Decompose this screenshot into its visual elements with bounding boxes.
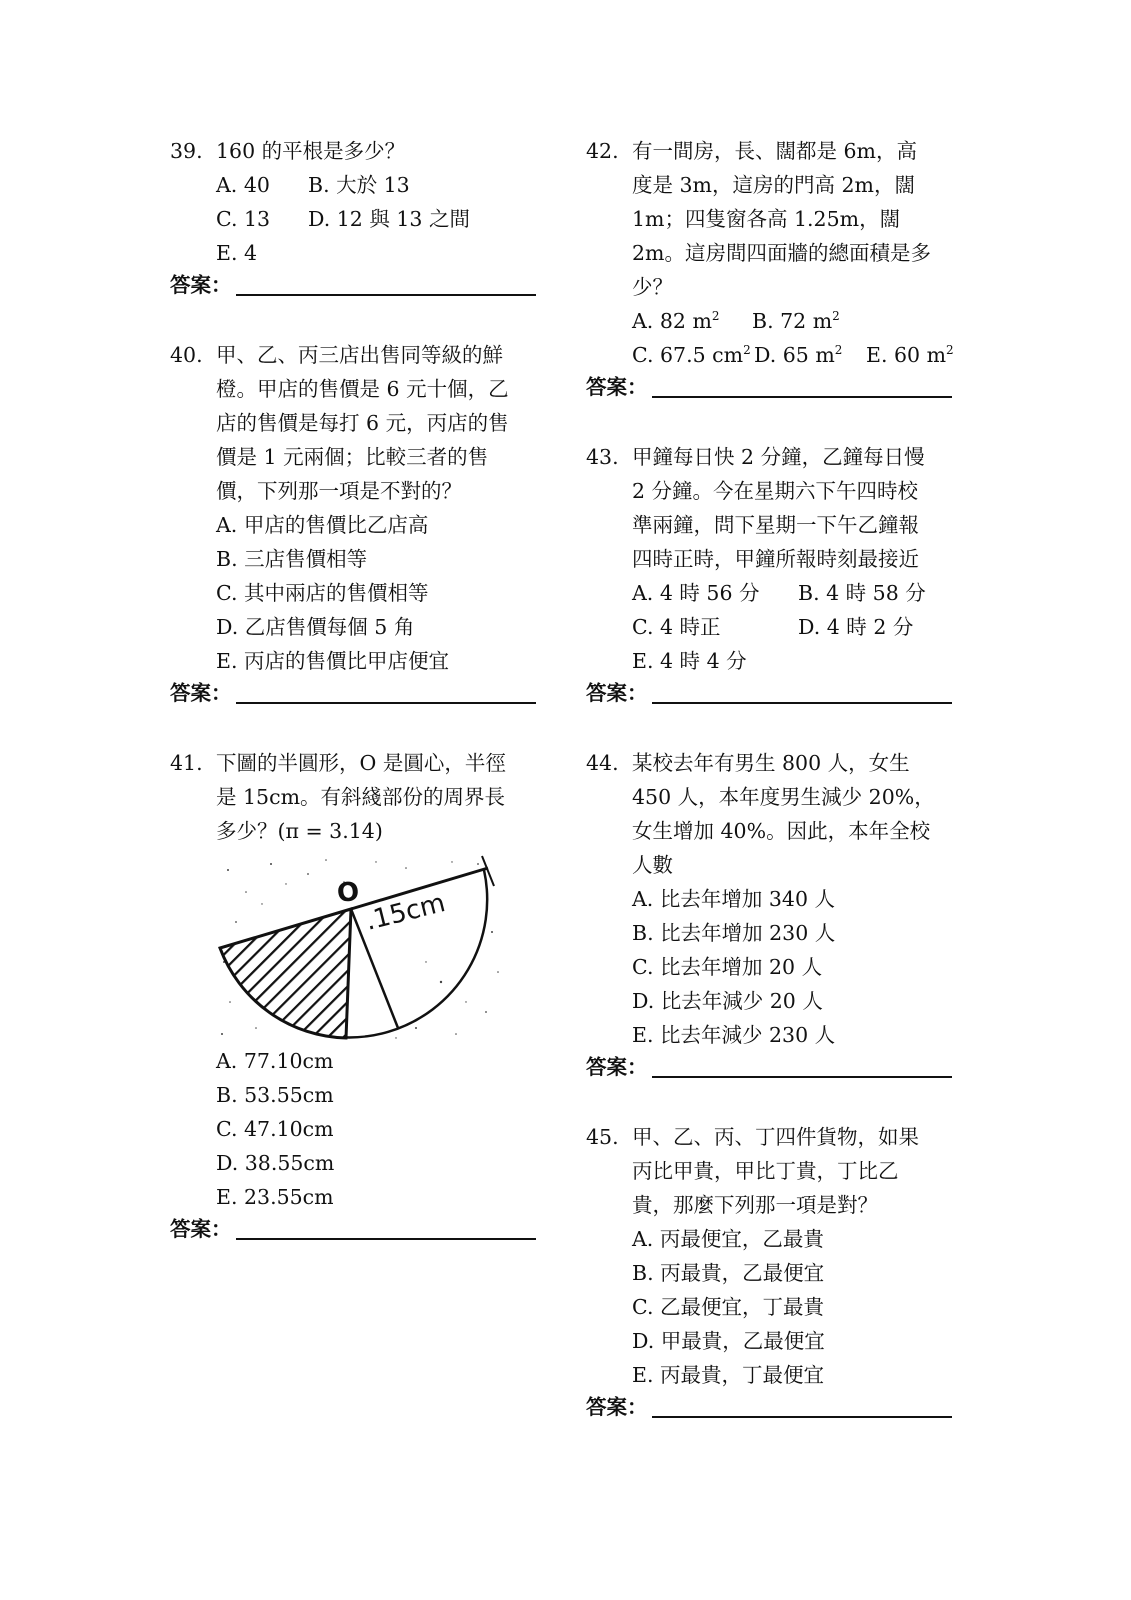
radius-label: .15cm: [362, 888, 449, 937]
question-text-line: 是 15cm。有斜綫部份的周界長: [216, 785, 506, 809]
semicircle-figure: [216, 852, 506, 1042]
question-text: 160 的平根是多少？: [216, 139, 406, 163]
question-text-line: 甲、乙、丙、丁四件貨物，如果: [632, 1125, 919, 1149]
option-e[interactable]: E. 4 時 4 分: [632, 649, 747, 673]
question-39: [170, 134, 560, 300]
question-text-line: 2 分鐘。今在星期六下午四時校: [632, 479, 919, 503]
answer-label: 答案：: [586, 681, 648, 705]
option-a[interactable]: A. 比去年增加 340 人: [632, 887, 835, 911]
answer-row: [170, 678, 560, 708]
option-b[interactable]: B. 4 時 58 分: [798, 581, 926, 605]
answer-blank[interactable]: [652, 1416, 952, 1418]
question-40: [170, 338, 560, 708]
answer-label: 答案：: [586, 1395, 648, 1419]
question-text-line: 1m；四隻窗各高 1.25m，闊: [632, 207, 901, 231]
answer-row: [170, 1214, 560, 1244]
question-text-line: 度是 3m，這房的門高 2m，闊: [632, 173, 915, 197]
answer-blank[interactable]: [236, 294, 536, 296]
question-43: [586, 440, 976, 708]
options: [632, 1222, 976, 1392]
left-column: [170, 134, 560, 1244]
option-a[interactable]: A. 82 $m^2$: [632, 309, 720, 333]
option-d[interactable]: D. 乙店售價每個 5 角: [216, 615, 415, 639]
options: [632, 882, 976, 1052]
answer-label: 答案：: [170, 1217, 232, 1241]
option-d[interactable]: D. 甲最貴，乙最便宜: [632, 1329, 825, 1353]
question-41: [170, 746, 560, 1244]
question-text-line: 2m。這房間四面牆的總面積是多: [632, 241, 931, 265]
option-c[interactable]: C. 4 時正: [632, 615, 721, 639]
question-45: [586, 1120, 976, 1422]
question-text-line: 價，下列那一項是不對的？: [216, 479, 462, 503]
option-c[interactable]: C. 乙最便宜，丁最貴: [632, 1295, 824, 1319]
question-text-line: 店的售價是每打 6 元，丙店的售: [216, 411, 509, 435]
option-b[interactable]: B. 丙最貴，乙最便宜: [632, 1261, 825, 1285]
option-d[interactable]: D. 65 $m^2$: [754, 343, 843, 367]
answer-blank[interactable]: [652, 1076, 952, 1078]
question-text-line: 少？: [632, 275, 673, 299]
question-text-line: 人數: [632, 853, 673, 877]
question-44: [586, 746, 976, 1082]
options: [216, 168, 560, 270]
answer-row: [586, 1392, 976, 1422]
answer-label: 答案：: [586, 375, 648, 399]
option-b[interactable]: B. 53.55cm: [216, 1083, 334, 1107]
option-a[interactable]: A. 甲店的售價比乙店高: [216, 513, 429, 537]
question-number: 41.: [170, 751, 203, 775]
option-e[interactable]: E. 比去年減少 230 人: [632, 1023, 836, 1047]
question-text-line: 有一間房，長、闊都是 6m，高: [632, 139, 917, 163]
option-c[interactable]: C. 比去年增加 20 人: [632, 955, 823, 979]
answer-label: 答案：: [170, 681, 232, 705]
question-text-line: 丙比甲貴，甲比丁貴，丁比乙: [632, 1159, 899, 1183]
options: [632, 576, 976, 678]
answer-row: [586, 1052, 976, 1082]
option-b[interactable]: B. 大於 13: [308, 173, 410, 197]
question-text-line: 甲鐘每日快 2 分鐘，乙鐘每日慢: [632, 445, 925, 469]
question-text-line: 甲、乙、丙三店出售同等級的鮮: [216, 343, 503, 367]
question-number: 44.: [586, 751, 619, 775]
question-text-line: 450 人，本年度男生減少 20%，: [632, 785, 935, 809]
question-text-line: 價是 1 元兩個；比較三者的售: [216, 445, 489, 469]
question-number: 42.: [586, 139, 619, 163]
question-text-line: 多少？(π = 3.14): [216, 819, 383, 843]
option-c[interactable]: C. 47.10cm: [216, 1117, 334, 1141]
option-e[interactable]: E. 4: [216, 241, 258, 265]
answer-row: [586, 372, 976, 402]
answer-blank[interactable]: [652, 702, 952, 704]
options: [216, 1044, 560, 1214]
question-42: [586, 134, 976, 402]
option-c[interactable]: C. 13: [216, 207, 271, 231]
options: [632, 304, 976, 372]
option-a[interactable]: A. 丙最便宜，乙最貴: [632, 1227, 824, 1251]
answer-row: [586, 678, 976, 708]
question-text-line: 女生增加 40%。因此，本年全校: [632, 819, 931, 843]
question-number: 40.: [170, 343, 203, 367]
answer-label: 答案：: [586, 1055, 648, 1079]
question-text-line: 橙。甲店的售價是 6 元十個，乙: [216, 377, 509, 401]
question-text-line: 準兩鐘，問下星期一下午乙鐘報: [632, 513, 919, 537]
question-number: 43.: [586, 445, 619, 469]
option-d[interactable]: D. 4 時 2 分: [798, 615, 914, 639]
answer-label: 答案：: [170, 273, 232, 297]
option-d[interactable]: D. 38.55cm: [216, 1151, 335, 1175]
option-e[interactable]: E. 丙店的售價比甲店便宜: [216, 649, 449, 673]
option-b[interactable]: B. 比去年增加 230 人: [632, 921, 836, 945]
question-number: 45.: [586, 1125, 619, 1149]
center-label: O: [335, 876, 361, 909]
answer-blank[interactable]: [652, 396, 952, 398]
right-column: [586, 134, 976, 1422]
question-text-line: 某校去年有男生 800 人，女生: [632, 751, 910, 775]
answer-blank[interactable]: [236, 702, 536, 704]
option-a[interactable]: A. 4 時 56 分: [632, 581, 760, 605]
answer-row: [170, 270, 560, 300]
option-c[interactable]: C. 其中兩店的售價相等: [216, 581, 429, 605]
question-text-line: 貴，那麼下列那一項是對？: [632, 1193, 878, 1217]
option-a[interactable]: A. 40: [216, 173, 270, 197]
option-d[interactable]: D. 比去年減少 20 人: [632, 989, 823, 1013]
option-b[interactable]: B. 72 $m^2$: [752, 309, 840, 333]
option-a[interactable]: A. 77.10cm: [216, 1049, 334, 1073]
question-text-line: 下圖的半圓形，O 是圓心，半徑: [216, 751, 506, 775]
option-b[interactable]: B. 三店售價相等: [216, 547, 368, 571]
options: [216, 508, 560, 678]
answer-blank[interactable]: [236, 1238, 536, 1240]
question-number: 39.: [170, 139, 203, 163]
question-text-line: 四時正時，甲鐘所報時刻最接近: [632, 547, 919, 571]
option-c[interactable]: C. 67.5 $cm^2$: [632, 343, 751, 367]
option-e[interactable]: E. 60 $m^2$: [866, 343, 954, 367]
option-e[interactable]: E. 23.55cm: [216, 1185, 334, 1209]
option-d[interactable]: D. 12 與 13 之間: [308, 207, 470, 231]
option-e[interactable]: E. 丙最貴，丁最便宜: [632, 1363, 824, 1387]
